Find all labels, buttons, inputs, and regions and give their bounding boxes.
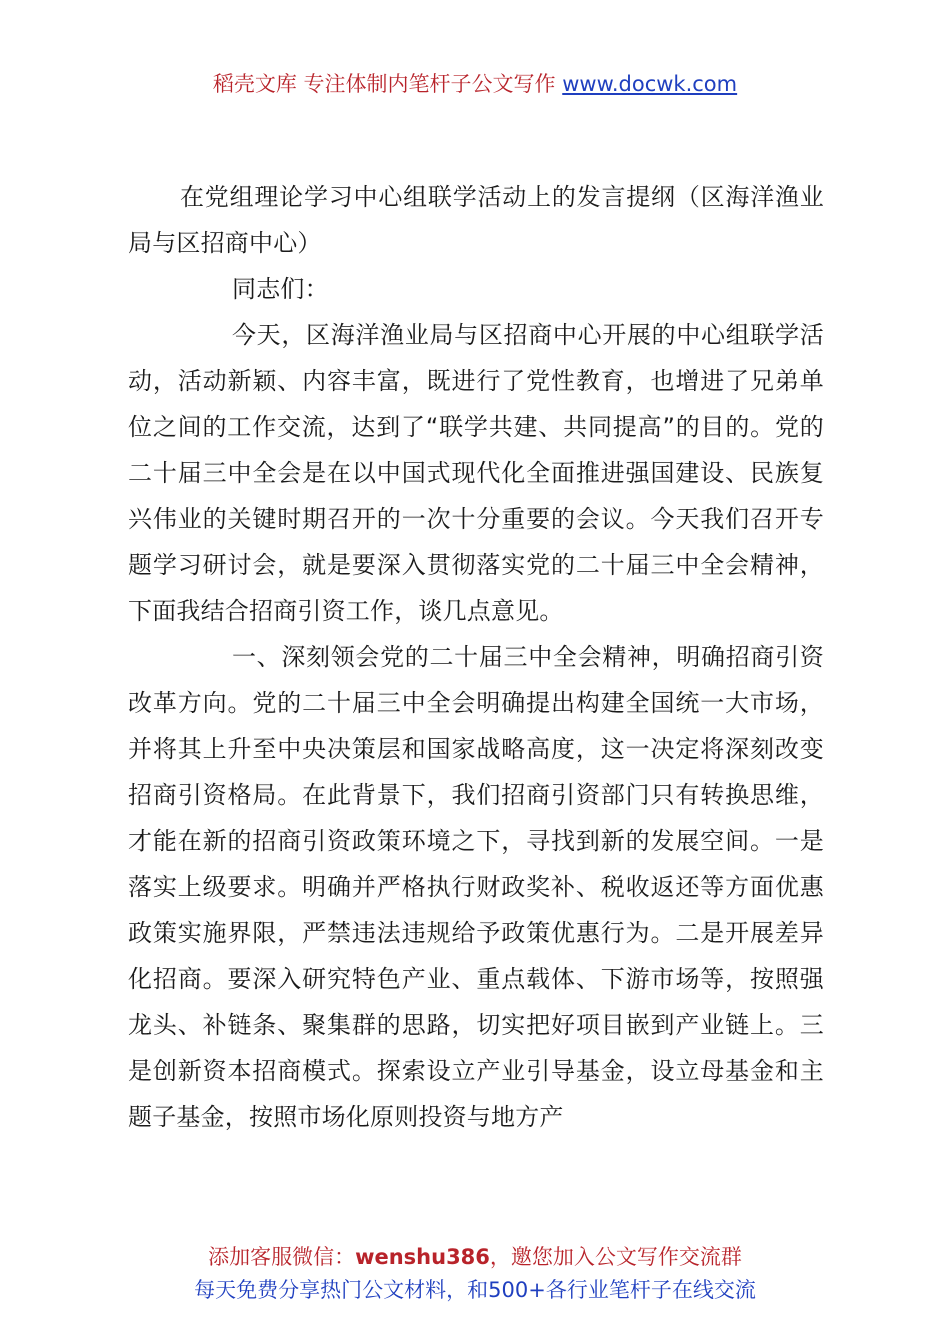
footer-contact-prefix: 添加客服微信： xyxy=(208,1245,356,1269)
document-title: 在党组理论学习中心组联学活动上的发言提纲（区海洋渔业局与区招商中心） xyxy=(128,183,824,257)
greeting: 同志们： xyxy=(232,275,329,303)
footer-contact-line xyxy=(0,1241,950,1274)
brand-tagline: 稻壳文库 专注体制内笔杆子公文写作 xyxy=(212,72,556,96)
footer-promo-line: 每天免费分享热门公文材料，和500+各行业笔杆子在线交流 xyxy=(194,1278,756,1302)
paragraph: 今天，区海洋渔业局与区招商中心开展的中心组联学活动，活动新颖、内容丰富，既进行了党性教育，也增进了兄弟单位之间的工作交流，达到了“联学共建、共同提高”的目的。党的二十届三中全会是在以中国式现代化全面推进强国建设、民族复兴伟业的关键时期召开的一次十分重要的会议。今天我们召开专题学习研讨会，就是要深入贯彻落实党的二十届三中全会精神，下面我结合招商引资工作，谈几点意见。 xyxy=(128,321,824,625)
wechat-id: wenshu386 xyxy=(355,1245,490,1269)
footer-contact-suffix: ，邀您加入公文写作交流群 xyxy=(489,1245,742,1269)
page-footer xyxy=(0,1241,950,1307)
page-header xyxy=(0,68,950,100)
document-body xyxy=(128,174,824,1140)
paragraph: 一、深刻领会党的二十届三中全会精神，明确招商引资改革方向。党的二十届三中全会明确提出构建全国统一大市场，并将其上升至中央决策层和国家战略高度，这一决定将深刻改变招商引资格局。在此背景下，我们招商引资部门只有转换思维，才能在新的招商引资政策环境之下，寻找到新的发展空间。一是落实上级要求。明确并严格执行财政奖补、税收返还等方面优惠政策实施界限，严禁违法违规给予政策优惠行为。二是开展差异化招商。要深入研究特色产业、重点载体、下游市场等，按照强龙头、补链条、聚集群的思路，切实把好项目嵌到产业链上。三是创新资本招商模式。探索设立产业引导基金，设立母基金和主题子基金，按照市场化原则投资与地方产 xyxy=(128,643,824,1131)
site-url-link[interactable]: www.docwk.com xyxy=(562,72,738,96)
